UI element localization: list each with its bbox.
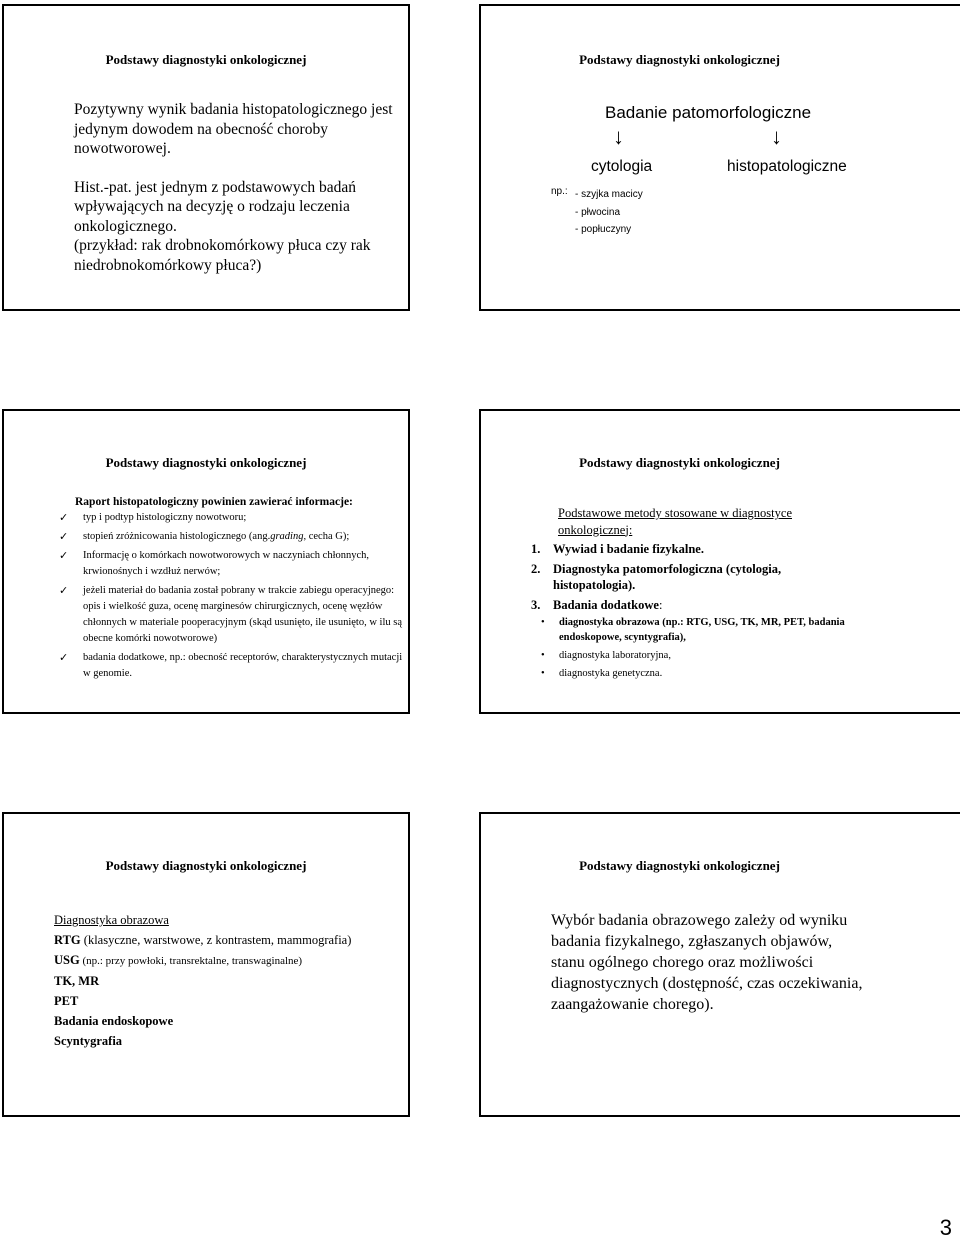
paragraph: Pozytywny wynik badania histopatologicznego jest jedynym dowodem na obecność choroby nowotworowej. xyxy=(74,101,393,157)
checkmark-icon: ✓ xyxy=(59,530,69,543)
lead-text: Raport histopatologiczny powinien zawierać informacje: xyxy=(75,496,353,508)
bullet-icon: • xyxy=(541,617,545,628)
bullet-icon: • xyxy=(541,668,545,679)
diagram-heading: Badanie patomorfologiczne xyxy=(605,103,812,122)
slide-text: Wybór badania obrazowego zależy od wyniku badania fizykalnego, zgłaszanych objawów, stanu ogólnego chorego oraz możliwości diagnostycznych (dostępność, czas oczekiwania, zaangażowanie chorego). xyxy=(551,912,863,1013)
list-item: ✓ Informację o komórkach nowotworowych w naczyniach chłonnych, krwionośnych i wzdłuż nerwów; xyxy=(59,549,370,577)
checkmark-icon: ✓ xyxy=(59,549,69,562)
checkmark-icon: ✓ xyxy=(59,511,69,524)
list-item: ✓ jeżeli materiał do badania został pobrany w trakcie zabiegu operacyjnego: opis i wielkość guza, ocenę marginesów chirurgicznych, ocenę węzłów chłonnych w materiale pooperacyjnym (skąd usunięto, ile usunięto, w ilu są obecne komórki nowotworowe) xyxy=(59,584,403,644)
np-list xyxy=(575,186,643,239)
list-item: - szyjka macicy xyxy=(575,189,643,200)
check-list xyxy=(59,510,404,682)
slide-title: Podstawy diagnostyki onkologicznej xyxy=(579,455,780,470)
list-item: PET xyxy=(54,994,79,1008)
slide-5 xyxy=(2,812,410,1117)
page-number: 3 xyxy=(939,1215,952,1240)
list-item: Badania endoskopowe xyxy=(54,1014,174,1028)
list-item: TK, MR xyxy=(54,974,100,988)
slide-title: Podstawy diagnostyki onkologicznej xyxy=(105,52,307,67)
paragraph: Hist.-pat. jest jednym z podstawowych badań wpływających na decyzję o rodzaju leczenia onkologicznego. xyxy=(74,178,356,235)
list-item: • diagnostyka obrazowa (np.: RTG, USG, TK, MR, PET, badania endoskopowe, scyntygrafia), xyxy=(541,617,845,643)
list-item: ✓ stopień zróżnicowania histologicznego (ang.grading, cecha G); xyxy=(59,530,350,543)
list-item: USG (np.: przy powłoki, transrektalne, transwaginalne) xyxy=(54,953,303,967)
checkmark-icon: ✓ xyxy=(59,651,69,664)
list-item: • diagnostyka genetyczna. xyxy=(541,668,663,679)
slide-title: Podstawy diagnostyki onkologicznej xyxy=(579,858,780,873)
list-item: ✓ typ i podtyp histologiczny nowotworu; xyxy=(59,511,247,524)
slide-title: Podstawy diagnostyki onkologicznej xyxy=(105,455,307,470)
slide-title: Podstawy diagnostyki onkologicznej xyxy=(579,52,780,67)
list-item: - popłuczyny xyxy=(575,224,632,235)
slide-body xyxy=(54,910,404,1051)
list-item: • diagnostyka laboratoryjna, xyxy=(541,650,671,661)
methods-list xyxy=(531,541,861,613)
paragraph: (przykład: rak drobnokomórkowy płuca czy rak niedrobnokomórkowy płuca?) xyxy=(74,237,371,274)
slide-title: Podstawy diagnostyki onkologicznej xyxy=(105,858,307,873)
list-item: ✓ badania dodatkowe, np.: obecność receptorów, charakterystycznych mutacji w genomie. xyxy=(59,651,403,679)
checkmark-icon: ✓ xyxy=(59,584,69,597)
bullet-icon: • xyxy=(541,650,545,661)
list-item: Scyntygrafia xyxy=(54,1034,123,1048)
list-item: RTG (klasyczne, warstwowe, z kontrastem, mammografia) xyxy=(54,933,352,947)
arrow-down-icon: ↓ xyxy=(613,124,624,149)
label-cytologia: cytologia xyxy=(591,158,653,175)
slide-body xyxy=(59,494,404,682)
list-item: 2. Diagnostyka patomorfologiczna (cytologia, histopatologia). xyxy=(531,561,782,592)
additional-tests-list xyxy=(531,615,861,681)
slide-1 xyxy=(2,4,410,311)
arrow-down-icon: ↓ xyxy=(771,124,782,149)
slide-4 xyxy=(479,409,960,714)
slide-6 xyxy=(479,812,960,1117)
slide-3 xyxy=(2,409,410,714)
list-item: - płwocina xyxy=(575,206,621,218)
section-heading: Diagnostyka obrazowa xyxy=(54,913,169,927)
section-heading: Podstawowe metody stosowane w diagnostyce onkologicznej: xyxy=(558,506,792,537)
np-label: np.: xyxy=(551,186,568,197)
slide-2 xyxy=(479,4,960,311)
list-item: 3. Badania dodatkowe: xyxy=(531,597,663,612)
label-histopatologiczne: histopatologiczne xyxy=(727,158,847,175)
slide-body xyxy=(74,100,404,275)
list-item: 1. Wywiad i badanie fizykalne. xyxy=(531,542,704,556)
slide-body xyxy=(531,505,861,681)
